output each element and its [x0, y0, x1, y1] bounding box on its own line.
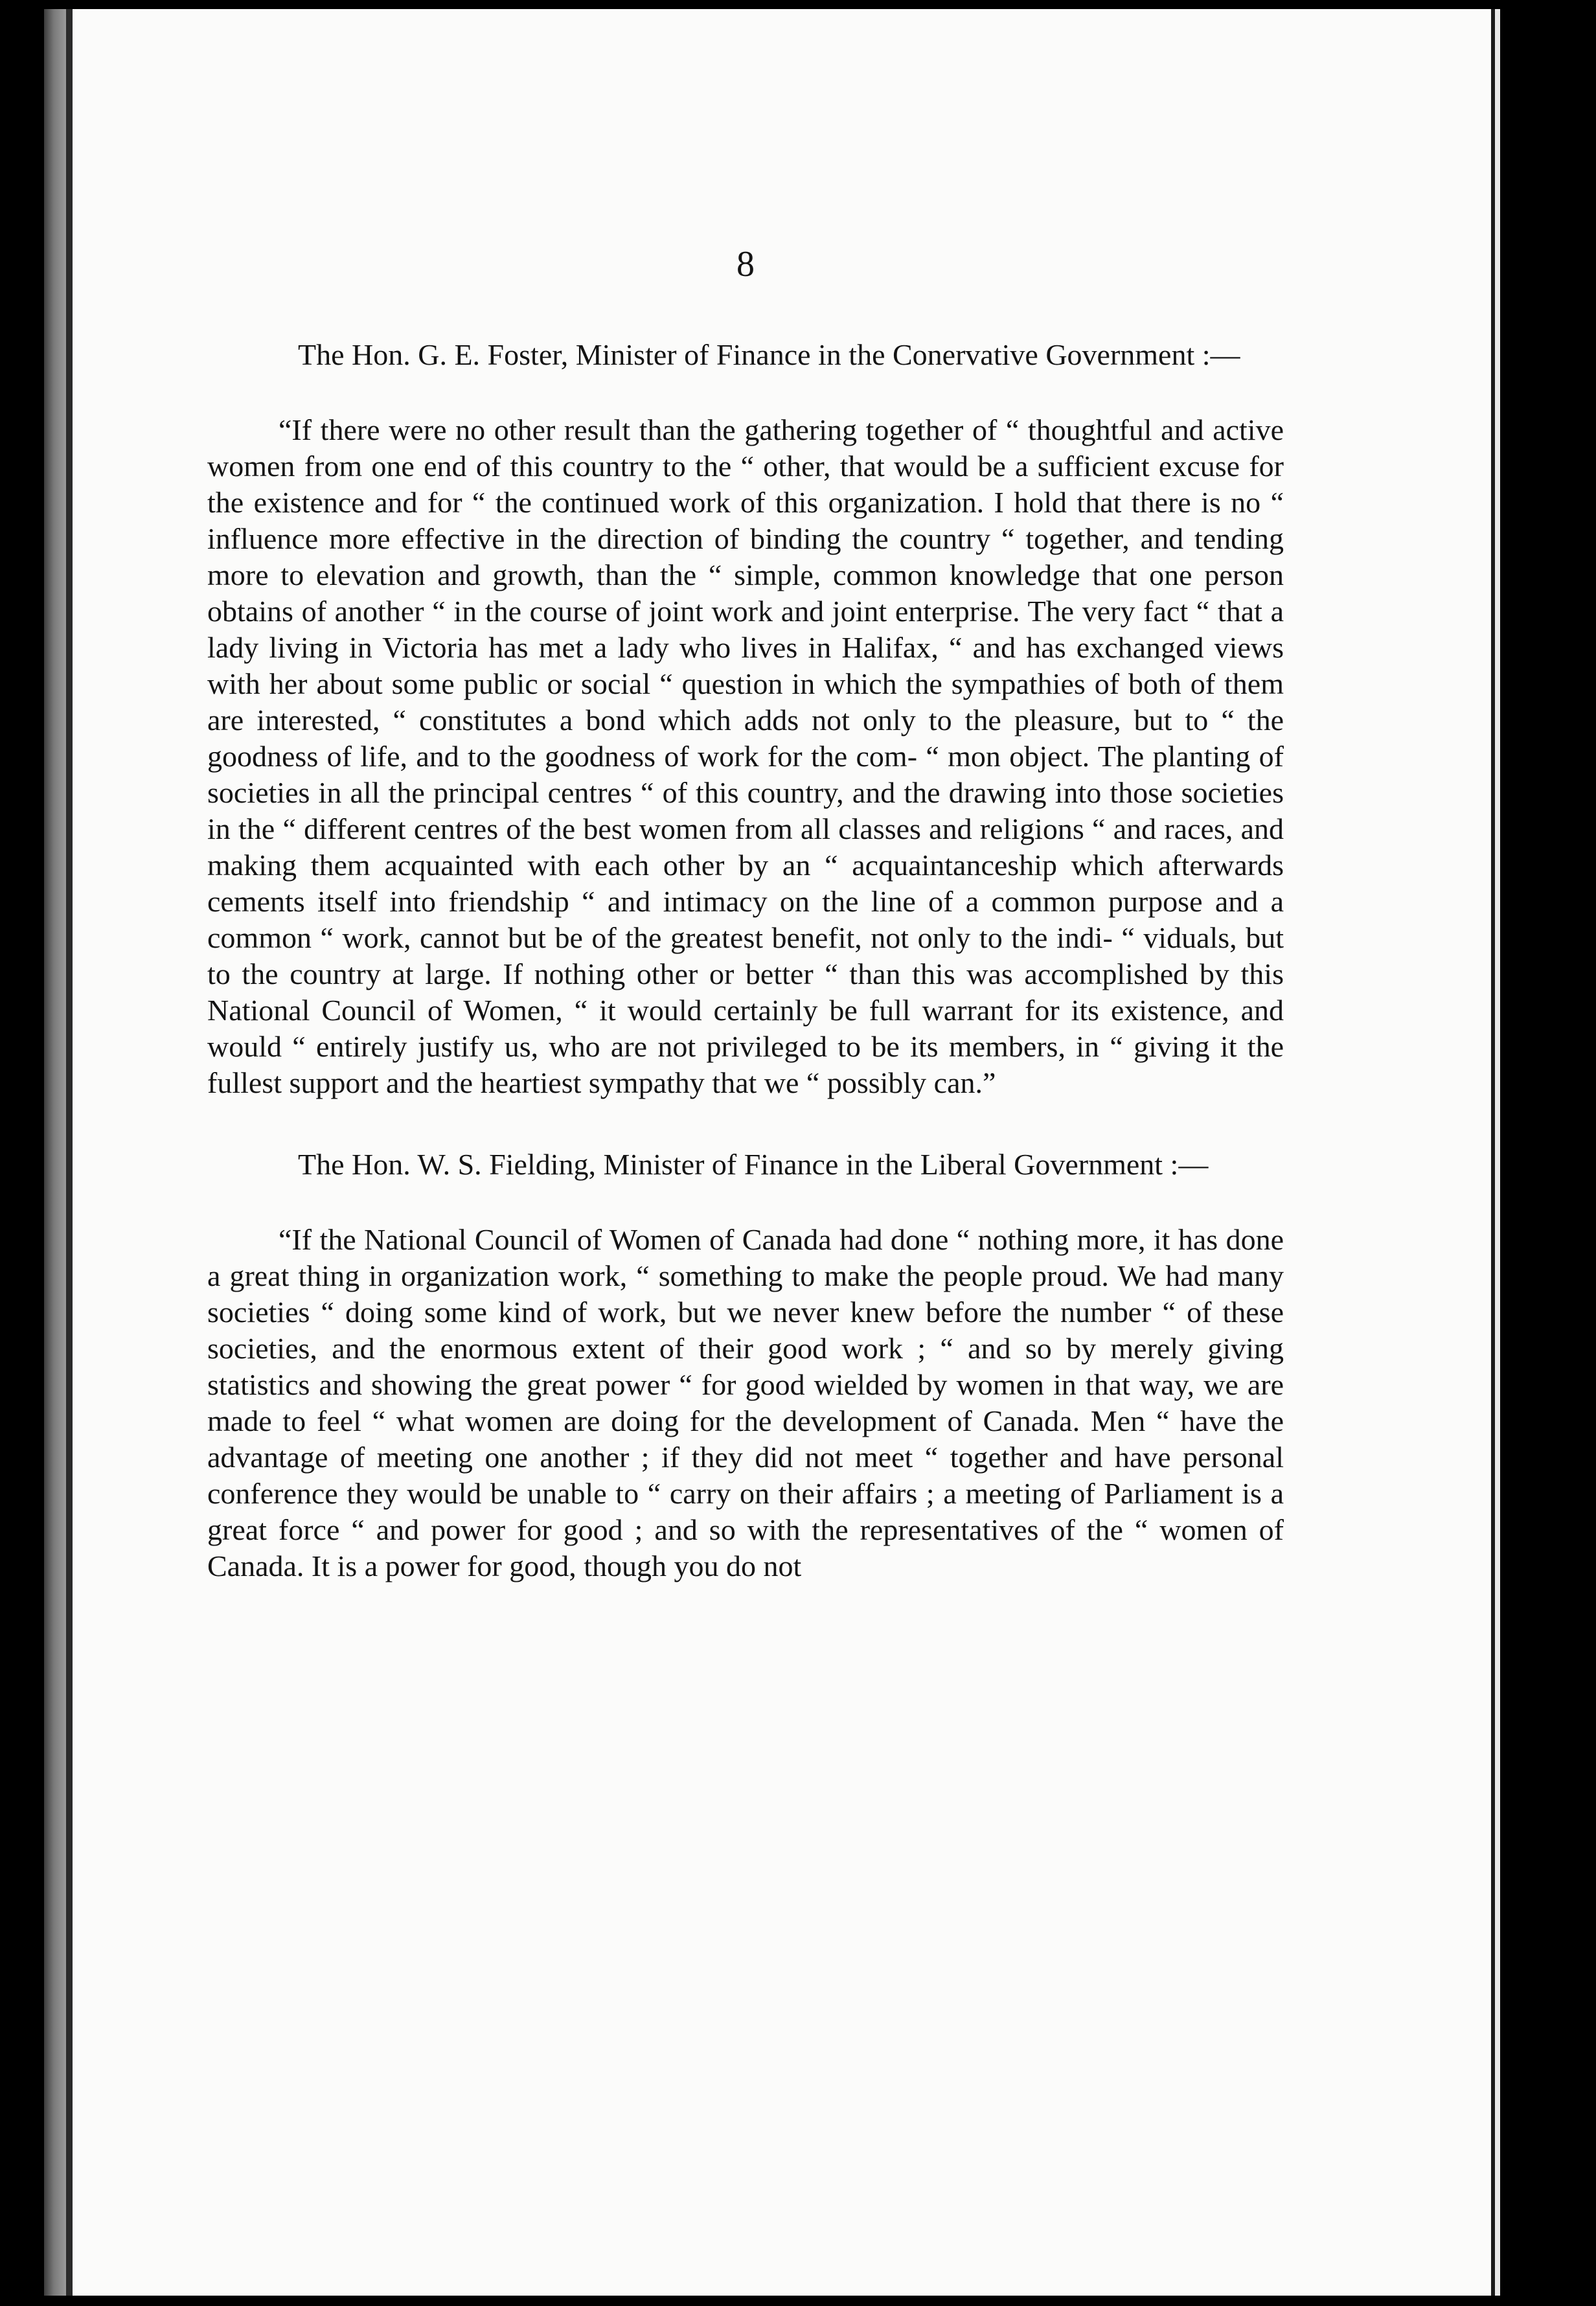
section-quote-foster: “If there were no other result than the gathering together of “ thoughtful and active women from one end of this country to the “ other, that would be a sufficient excuse for the existence and for “ the continued work of this organization. I hold that there is no “ influence more effective in the direction of binding the country “ together, and tending more to elevation and growth, than the “ simple, common knowledge that one person obtains of another “ in the course of joint work and joint enterprise. The very fact “ that a lady living in Victoria has met a lady who lives in Halifax, “ and has exchanged views with her about some public or social “ question in which the sympathies of both of them are interested, “ constitutes a bond which adds not only to the pleasure, but to “ the goodness of life, and to the goodness of work for the com- “ mon object. The planting of societies in all the principal centres “ of this country, and the drawing into those societies in the “ different centres of the best women from all classes and religions “ and races, and making them acquainted with each other by an “ acquaintanceship which afterwards cements itself into friendship “ and intimacy on the line of a common purpose and a common “ work, cannot but be of the greatest benefit, not only to the indi- “ viduals, but to the country at large. If nothing other or better “ than this was accomplished by this National Council of Women, “ it would certainly be full warrant for its existence, and would “ entirely justify us, who are not privileged to be its members, in “ giving it the fullest support and the heartiest sympathy that we “ possibly can.”: [207, 413, 1284, 1099]
next-page-edge: [1495, 9, 1500, 2296]
section-intro-fielding: The Hon. W. S. Fielding, Minister of Finance in the Liberal Government :—: [298, 1148, 1209, 1181]
section-quote-fielding: “If the National Council of Women of Canada had done “ nothing more, it has done a great thing in organization work, “ something to make the people proud. We had many societies “ doing some kind of work, but we never knew before the number “ of these societies, and the enormous extent of their good work ; “ and so by merely giving statistics and showing the great power “ for good wielded by women in that way, we are made to feel “ what women are doing for the development of Canada. Men “ have the advantage of meeting one another ; if they did not meet “ together and have personal conference they would be unable to “ carry on their affairs ; a meeting of Parliament is a great force “ and power for good ; and so with the representatives of the “ women of Canada. It is a power for good, though you do not: [207, 1223, 1284, 1582]
page-gutter-shadow: [66, 9, 73, 2296]
page-number: 8: [736, 244, 755, 284]
section-intro-foster: The Hon. G. E. Foster, Minister of Finance in the Conervative Government :—: [298, 338, 1240, 371]
page-text: [207, 246, 1284, 1584]
page-binding-edge: [44, 9, 66, 2296]
